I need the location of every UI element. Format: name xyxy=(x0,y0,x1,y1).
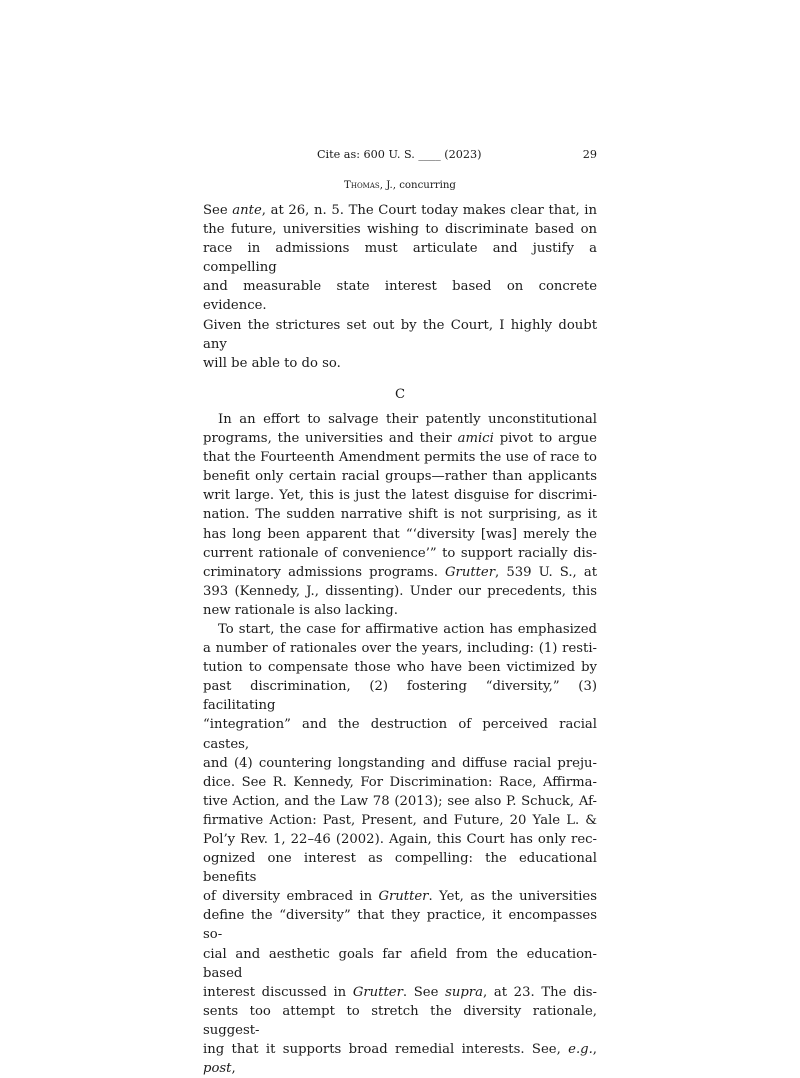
text-line: “integration” and the destruction of perceived racial castes, xyxy=(203,717,597,752)
text-line: tive Action, and the Law 78 (2013); see also P. Schuck, Af- xyxy=(203,793,597,809)
text-line: In an effort to salvage their patently unconstitutional xyxy=(218,411,597,427)
text-line: writ large. Yet, this is just the latest disguise for discrimi- xyxy=(203,488,597,504)
text-line: and (4) countering longstanding and diffuse racial preju- xyxy=(203,755,597,771)
text-line: 393 (Kennedy, J., dissenting). Under our precedents, this xyxy=(203,583,597,599)
page-header xyxy=(203,148,597,164)
text-line: will be able to do so. xyxy=(203,355,341,371)
text-line: interest discussed in Grutter. See supra, at 23. The dis- xyxy=(203,984,597,1000)
text-line: programs, the universities and their amici pivot to argue xyxy=(203,431,597,447)
text-line: firmative Action: Past, Present, and Future, 20 Yale L. & xyxy=(203,812,597,828)
text-line: Given the strictures set out by the Court, I highly doubt any xyxy=(203,317,597,352)
running-head-rest: , J., concurring xyxy=(379,180,456,191)
text-line: new rationale is also lacking. xyxy=(203,602,398,618)
text-line: that the Fourteenth Amendment permits the use of race to xyxy=(203,450,597,466)
text-line: the future, universities wishing to discriminate based on xyxy=(203,222,597,238)
text-line: tution to compensate those who have been victimized by xyxy=(203,660,597,676)
text-line: current rationale of convenience’” to support racially dis- xyxy=(203,545,597,561)
text-line: To start, the case for affirmative action has emphasized xyxy=(218,621,597,637)
text-line: ognized one interest as compelling: the educational benefits xyxy=(203,851,597,886)
citation: Cite as: 600 U. S. ____ (2023) xyxy=(317,148,482,161)
opinion-body xyxy=(203,201,597,1078)
text-line: a number of rationales over the years, including: (1) resti- xyxy=(203,641,597,657)
running-head-name: Thomas xyxy=(344,180,380,191)
text-line: criminatory admissions programs. Grutter, 539 U. S., at xyxy=(203,564,597,580)
text-line: nation. The sudden narrative shift is not surprising, as it xyxy=(203,507,597,523)
page-number: 29 xyxy=(582,148,597,161)
text-line: past discrimination, (2) fostering “diversity,” (3) facilitating xyxy=(203,679,597,714)
text-line: and measurable state interest based on concrete evidence. xyxy=(203,279,597,314)
text-line: of diversity embraced in Grutter. Yet, as the universities xyxy=(203,889,597,905)
text-line: benefit only certain racial groups—rather than applicants xyxy=(203,469,597,485)
text-line: define the “diversity” that they practice, it encompasses so- xyxy=(203,908,597,943)
text-line: has long been apparent that “‘diversity [was] merely the xyxy=(203,526,597,542)
running-head xyxy=(203,180,597,191)
paragraph-1 xyxy=(203,201,597,373)
section-heading: C xyxy=(394,386,406,402)
text-line: race in admissions must articulate and justify a compelling xyxy=(203,241,597,276)
text-line: ing that it supports broad remedial interests. See, e.g., post, xyxy=(203,1042,597,1077)
text-line: cial and aesthetic goals far afield from the education-based xyxy=(203,946,597,981)
text-line: Pol’y Rev. 1, 22–46 (2002). Again, this Court has only rec- xyxy=(203,832,597,847)
text-line: dice. See R. Kennedy, For Discrimination: Race, Affirma- xyxy=(203,774,597,790)
text-line: See ante, at 26, n. 5. The Court today makes clear that, in xyxy=(203,203,598,218)
paragraph-2 xyxy=(203,410,597,620)
paragraph-3 xyxy=(203,620,597,1078)
text-line: sents too attempt to stretch the diversity rationale, suggest- xyxy=(203,1003,597,1038)
